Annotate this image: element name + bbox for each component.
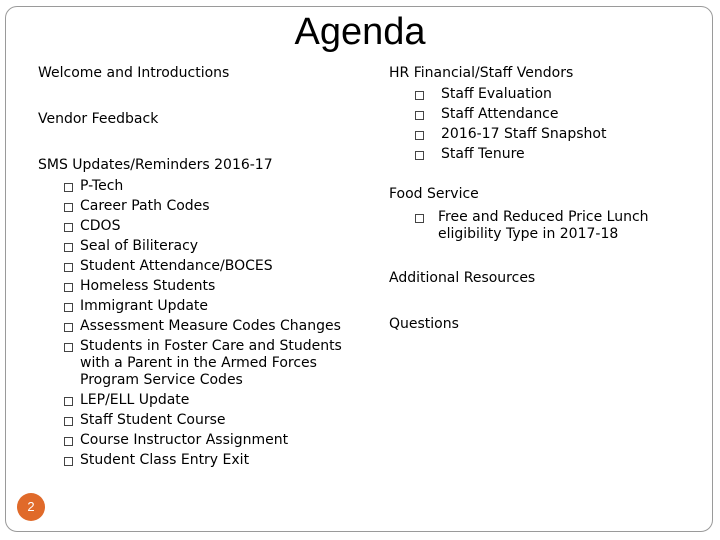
agenda-item-sms-updates: SMS Updates/Reminders 2016-17 xyxy=(38,157,273,173)
hr-item-text: 2016-17 Staff Snapshot xyxy=(441,126,607,142)
sms-item-text: Student Attendance/BOCES xyxy=(80,258,273,274)
checkbox-bullet-icon xyxy=(64,283,73,292)
sms-item-text: Immigrant Update xyxy=(80,298,209,314)
sms-item-text: Students in Foster Care and Students xyxy=(80,338,342,354)
checkbox-bullet-icon xyxy=(64,457,73,466)
checkbox-bullet-icon xyxy=(64,203,73,212)
agenda-item-food-service: Food Service xyxy=(389,186,479,202)
agenda-item-welcome: Welcome and Introductions xyxy=(38,65,230,81)
food-item-text: Free and Reduced Price Lunch xyxy=(438,209,649,225)
sms-item-text: Staff Student Course xyxy=(80,412,226,428)
checkbox-bullet-icon xyxy=(64,343,73,352)
checkbox-bullet-icon xyxy=(64,243,73,252)
sms-item-text: Student Class Entry Exit xyxy=(80,452,250,468)
sms-item-text: Seal of Biliteracy xyxy=(80,238,199,254)
checkbox-bullet-icon xyxy=(64,303,73,312)
sms-item-text: CDOS xyxy=(80,218,121,234)
hr-item-text: Staff Attendance xyxy=(441,106,559,122)
sms-item-text: Course Instructor Assignment xyxy=(80,432,289,448)
checkbox-bullet-icon xyxy=(64,323,73,332)
checkbox-bullet-icon xyxy=(64,263,73,272)
sms-item-text: Career Path Codes xyxy=(80,198,210,214)
agenda-item-questions: Questions xyxy=(389,316,459,332)
checkbox-bullet-icon xyxy=(64,397,73,406)
checkbox-bullet-icon xyxy=(415,91,424,100)
checkbox-bullet-icon xyxy=(64,223,73,232)
sms-item-text: LEP/ELL Update xyxy=(80,392,190,408)
sms-item-text: Homeless Students xyxy=(80,278,216,294)
slide-title: Agenda xyxy=(294,11,426,53)
checkbox-bullet-icon xyxy=(415,131,424,140)
checkbox-bullet-icon xyxy=(64,183,73,192)
agenda-item-vendor-feedback: Vendor Feedback xyxy=(38,111,159,127)
page-number-badge: 2 xyxy=(17,493,45,521)
sms-item-text: Assessment Measure Codes Changes xyxy=(80,318,341,334)
checkbox-bullet-icon xyxy=(415,111,424,120)
checkbox-bullet-icon xyxy=(415,151,424,160)
checkbox-bullet-icon xyxy=(64,437,73,446)
food-item-text: eligibility Type in 2017-18 xyxy=(438,226,619,242)
sms-item-text: with a Parent in the Armed Forces xyxy=(80,355,317,371)
hr-item-text: Staff Evaluation xyxy=(441,86,552,102)
agenda-item-hr-vendors: HR Financial/Staff Vendors xyxy=(389,65,574,81)
sms-item-text: P-Tech xyxy=(80,178,124,194)
checkbox-bullet-icon xyxy=(415,214,424,223)
hr-item-text: Staff Tenure xyxy=(441,146,525,162)
sms-item-text: Program Service Codes xyxy=(80,372,243,388)
agenda-item-additional-resources: Additional Resources xyxy=(389,270,536,286)
checkbox-bullet-icon xyxy=(64,417,73,426)
